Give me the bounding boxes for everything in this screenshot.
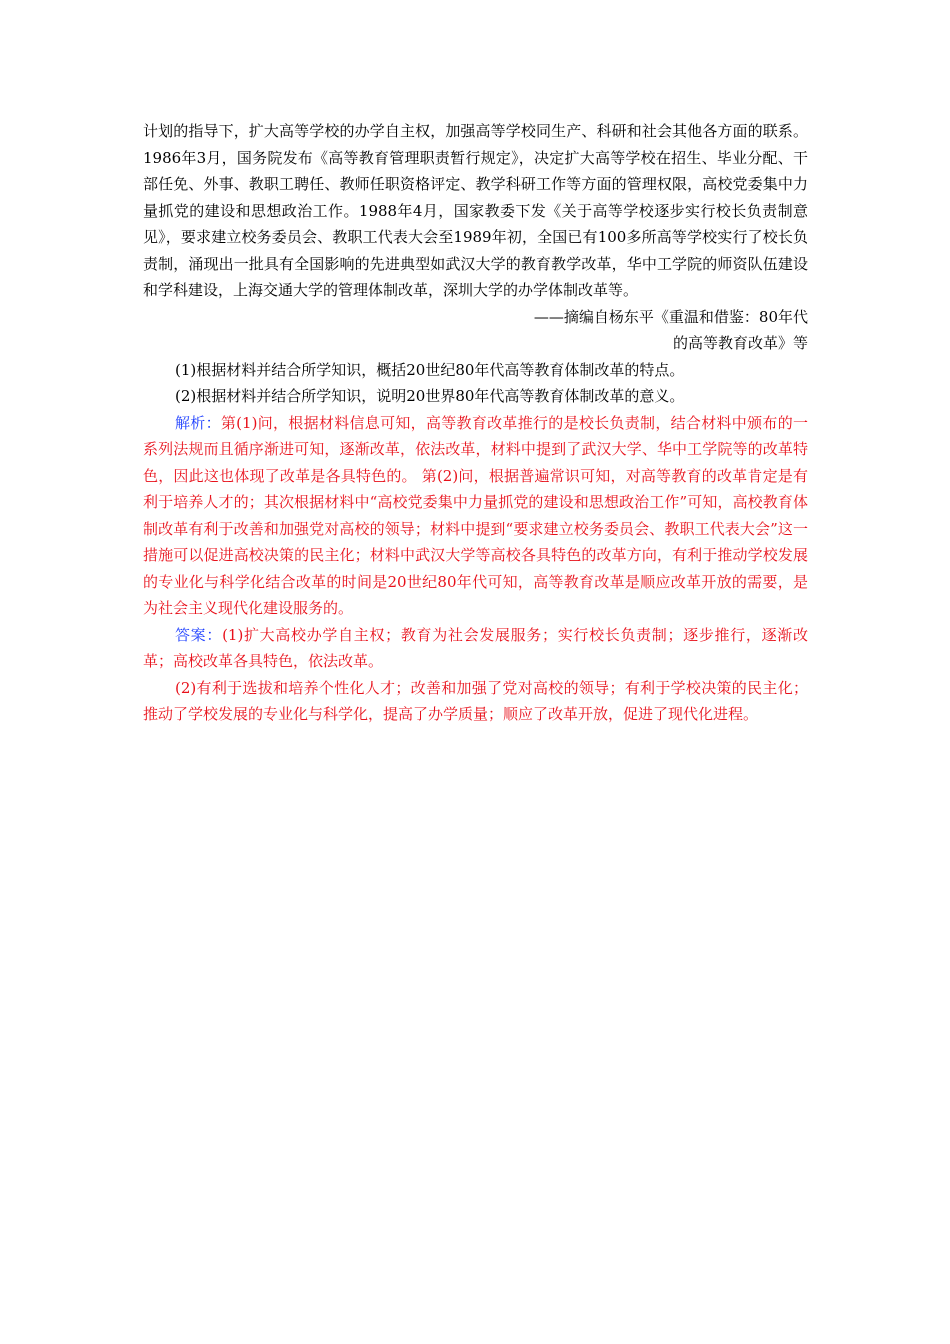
document-page (143, 118, 808, 728)
question-1: (1)根据材料并结合所学知识，概括20世纪80年代高等教育体制改革的特点。 (175, 360, 685, 379)
answer-paragraph-1 (143, 622, 808, 675)
answer-label: 答案： (175, 625, 223, 644)
analysis-text: 第(1)问，根据材料信息可知，高等教育改革推行的是校长负责制，结合材料中颁布的一系列法规而且循序渐进可知，逐渐改革，依法改革，材料中提到了武汉大学、华中工学院等的改革特色，因此这也体现了改革是各具特色的。 第(2)问，根据普遍常识可知，对高等教育的改革肯定是有利于培养人才的；其次根据材料中“高校党委集中力量抓党的建设和思想政治工作”可知，高校教育体制改革有利于改善和加强党对高校的领导；材料中提到“要求建立校务委员会、教职工代表大会”这一措施可以促进高校决策的民主化；材料中武汉大学等高校各具特色的改革方向，有利于推动学校发展的专业化与科学化结合改革的时间是20世纪80年代可知，高等教育改革是顺应改革开放的需要，是为社会主义现代化建设服务的。 (143, 413, 808, 617)
analysis-label: 解析： (175, 413, 221, 432)
material-paragraph: 计划的指导下，扩大高等学校的办学自主权，加强高等学校同生产、科研和社会其他各方面的联系。1986年3月，国务院发布《高等教育管理职责暂行规定》，决定扩大高等学校在招生、毕业分配、干部任免、外事、教职工聘任、教师任职资格评定、教学科研工作等方面的管理权限，高校党委集中力量抓党的建设和思想政治工作。1988年4月，国家教委下发《关于高等学校逐步实行校长负责制意见》，要求建立校务委员会、教职工代表大会至1989年初，全国已有100多所高等学校实行了校长负责制，涌现出一批具有全国影响的先进典型如武汉大学的教育教学改革，华中工学院的师资队伍建设和学科建设，上海交通大学的管理体制改革，深圳大学的办学体制改革等。 (143, 122, 808, 299)
question-2: (2)根据材料并结合所学知识，说明20世界80年代高等教育体制改革的意义。 (175, 387, 685, 405)
source-citation-line-1: ——摘编自杨东平《重温和借鉴：80年代 (533, 307, 808, 326)
answer-paragraph-2: (2)有利于选拔和培养个性化人才；改善和加强了党对高校的领导；有利于学校决策的民主化；推动了学校发展的专业化与科学化，提高了办学质量；顺应了改革开放，促进了现代化进程。 (143, 678, 808, 723)
source-citation-line-2: 的高等教育改革》等 (672, 334, 808, 352)
analysis-paragraph (143, 410, 808, 622)
answer-part-1: (1)扩大高校办学自主权；教育为社会发展服务；实行校长负责制；逐步推行，逐渐改革；高校改革各具特色，依法改革。 (143, 625, 808, 670)
